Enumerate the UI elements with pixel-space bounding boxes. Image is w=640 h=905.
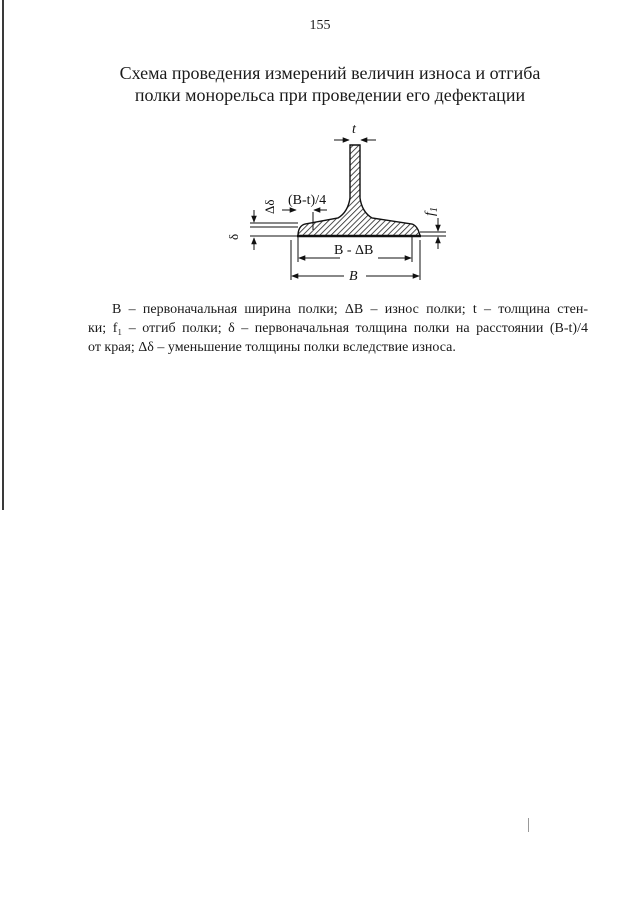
caption-line-3: от края; Δδ – уменьшение толщины полки вследствие износа. — [88, 340, 456, 355]
caption-line-2: ки; f₁ – отгиб полки; δ – первоначальная толщина полки на расстоянии (B-t)/4 — [88, 321, 588, 336]
quarter-label: (B-t)/4 — [288, 193, 327, 208]
title-line-1: Схема проведения измерений величин износа и отгиба — [119, 63, 541, 83]
f1-label: $f_1$ — [423, 207, 440, 216]
monorail-flange-diagram — [0, 0, 640, 300]
title-line-2: полки монорельса при проведении его дефектации — [134, 85, 526, 105]
caption-line-1: B – первоначальная ширина полки; ΔB – износ полки; t – толщина стен- — [112, 302, 588, 317]
figure-caption — [88, 300, 588, 357]
bdb-label: B - ΔB — [334, 243, 374, 258]
scan-artifact — [528, 818, 529, 832]
delta-label: δ — [226, 233, 241, 240]
t-label: t — [352, 122, 356, 137]
b-label: B — [349, 269, 358, 284]
delta-delta-label: Δδ — [262, 199, 277, 214]
profile-section — [298, 145, 420, 236]
page-number: 155 — [309, 18, 331, 33]
